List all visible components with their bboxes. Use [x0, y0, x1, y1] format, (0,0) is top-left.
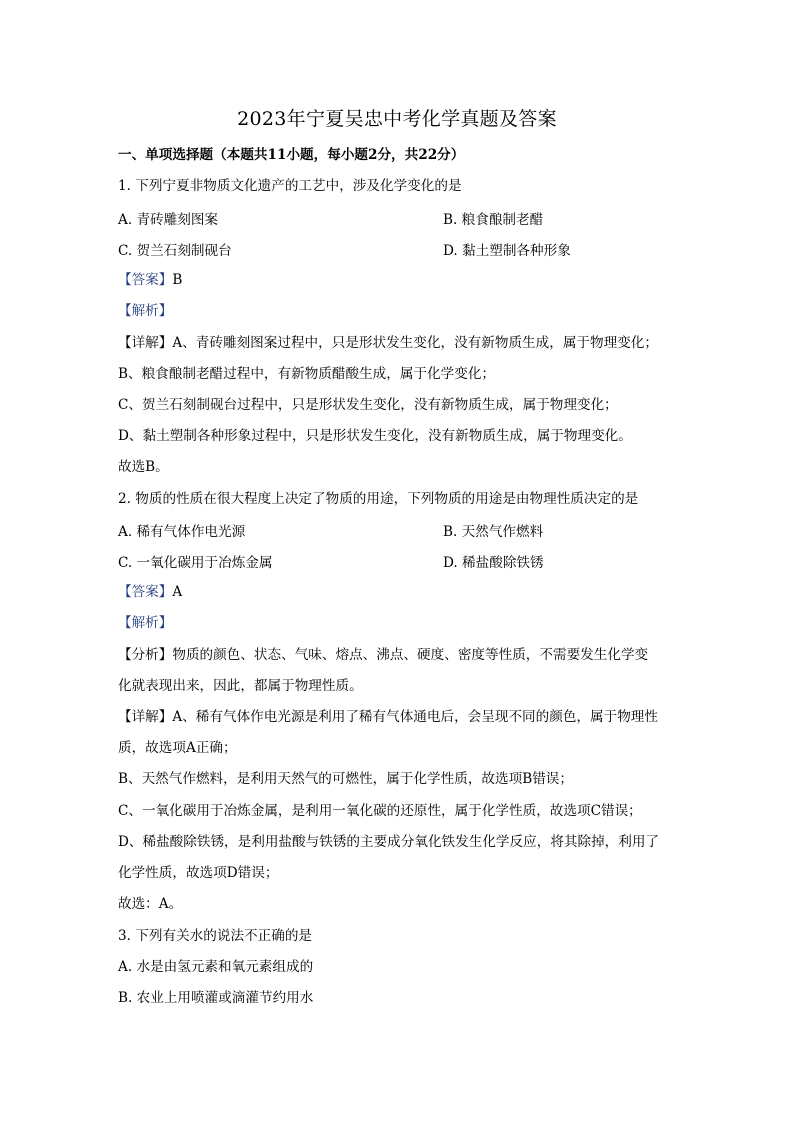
- q1-detail-d: D、黏土塑制各种形象过程中，只是形状发生变化，没有新物质生成，属于物理变化。: [118, 428, 632, 444]
- q2-answer-value: A: [172, 584, 183, 600]
- q2-option-a: A. 稀有气体作电光源: [118, 524, 246, 540]
- q1-detail-c: C、贺兰石刻制砚台过程中，只是形状发生变化，没有新物质生成，属于物理变化；: [118, 397, 618, 413]
- q1-analysis-tag: 【解析】: [118, 303, 173, 319]
- q2-answer-tag: 【答案】: [118, 584, 173, 600]
- q2-detail-d2: 化学性质，故选项D错误；: [118, 865, 279, 881]
- q1-answer-tag: 【答案】: [118, 272, 173, 288]
- q2-option-b: B. 天然气作燃料: [443, 524, 544, 540]
- q2-conclusion: 故选：A。: [118, 896, 183, 912]
- q2-detail-a2: 质，故选项A正确；: [118, 740, 237, 756]
- q2-option-c: C. 一氧化碳用于冶炼金属: [118, 555, 273, 571]
- q2-detail-b: B、天然气作燃料，是利用天然气的可燃性，属于化学性质，故选项B错误；: [118, 771, 573, 787]
- page-title: 2023年宁夏吴忠中考化学真题及答案: [237, 108, 557, 130]
- q3-stem: 3. 下列有关水的说法不正确的是: [118, 928, 313, 944]
- q1-option-c: C. 贺兰石刻制砚台: [118, 243, 232, 259]
- q1-answer: [118, 270, 182, 290]
- q1-detail-a-text: A、青砖雕刻图案过程中，只是形状发生变化，没有新物质生成，属于物理变化；: [172, 335, 658, 351]
- q2-detail-tag: 【详解】: [118, 709, 173, 725]
- q1-detail-a: [118, 333, 658, 353]
- q2-detail-c: C、一氧化碳用于冶炼金属，是利用一氧化碳的还原性，属于化学性质，故选项C错误；: [118, 803, 642, 819]
- q1-option-a: A. 青砖雕刻图案: [118, 212, 219, 228]
- q1-detail-b: B、粮食酿制老醋过程中，有新物质醋酸生成，属于化学变化；: [118, 366, 496, 382]
- q2-answer: [118, 582, 182, 602]
- q2-option-d: D. 稀盐酸除铁锈: [443, 555, 544, 571]
- q1-detail-tag: 【详解】: [118, 335, 173, 351]
- q1-answer-value: B: [172, 272, 183, 288]
- q2-detail-a1-text: A、稀有气体作电光源是利用了稀有气体通电后，会呈现不同的颜色，属于物理性: [172, 709, 658, 725]
- q1-stem: 1. 下列宁夏非物质文化遗产的工艺中，涉及化学变化的是: [118, 178, 462, 194]
- q2-fenxi-1: [118, 645, 648, 665]
- q1-conclusion: 故选B。: [118, 459, 169, 475]
- q2-detail-d1: D、稀盐酸除铁锈，是利用盐酸与铁锈的主要成分氧化铁发生化学反应，将其除掉，利用了: [118, 834, 660, 850]
- q3-option-a: A. 水是由氢元素和氧元素组成的: [118, 959, 314, 975]
- q2-stem: 2. 物质的性质在很大程度上决定了物质的用途，下列物质的用途是由物理性质决定的是: [118, 491, 639, 507]
- q2-fenxi-1-text: 物质的颜色、状态、气味、熔点、沸点、硬度、密度等性质，不需要发生化学变: [172, 647, 649, 663]
- q2-detail-a1: [118, 707, 658, 727]
- q1-option-b: B. 粮食酿制老醋: [443, 212, 544, 228]
- q2-fenxi-2: 化就表现出来，因此，都属于物理性质。: [118, 678, 363, 694]
- q2-analysis-tag: 【解析】: [118, 615, 173, 631]
- section-heading: 一、单项选择题（本题共11小题，每小题2分，共22分）: [118, 147, 465, 163]
- q2-fenxi-tag: 【分析】: [118, 647, 173, 663]
- q1-option-d: D. 黏土塑制各种形象: [443, 243, 571, 259]
- q3-option-b: B. 农业上用喷灌或滴灌节约用水: [118, 990, 314, 1006]
